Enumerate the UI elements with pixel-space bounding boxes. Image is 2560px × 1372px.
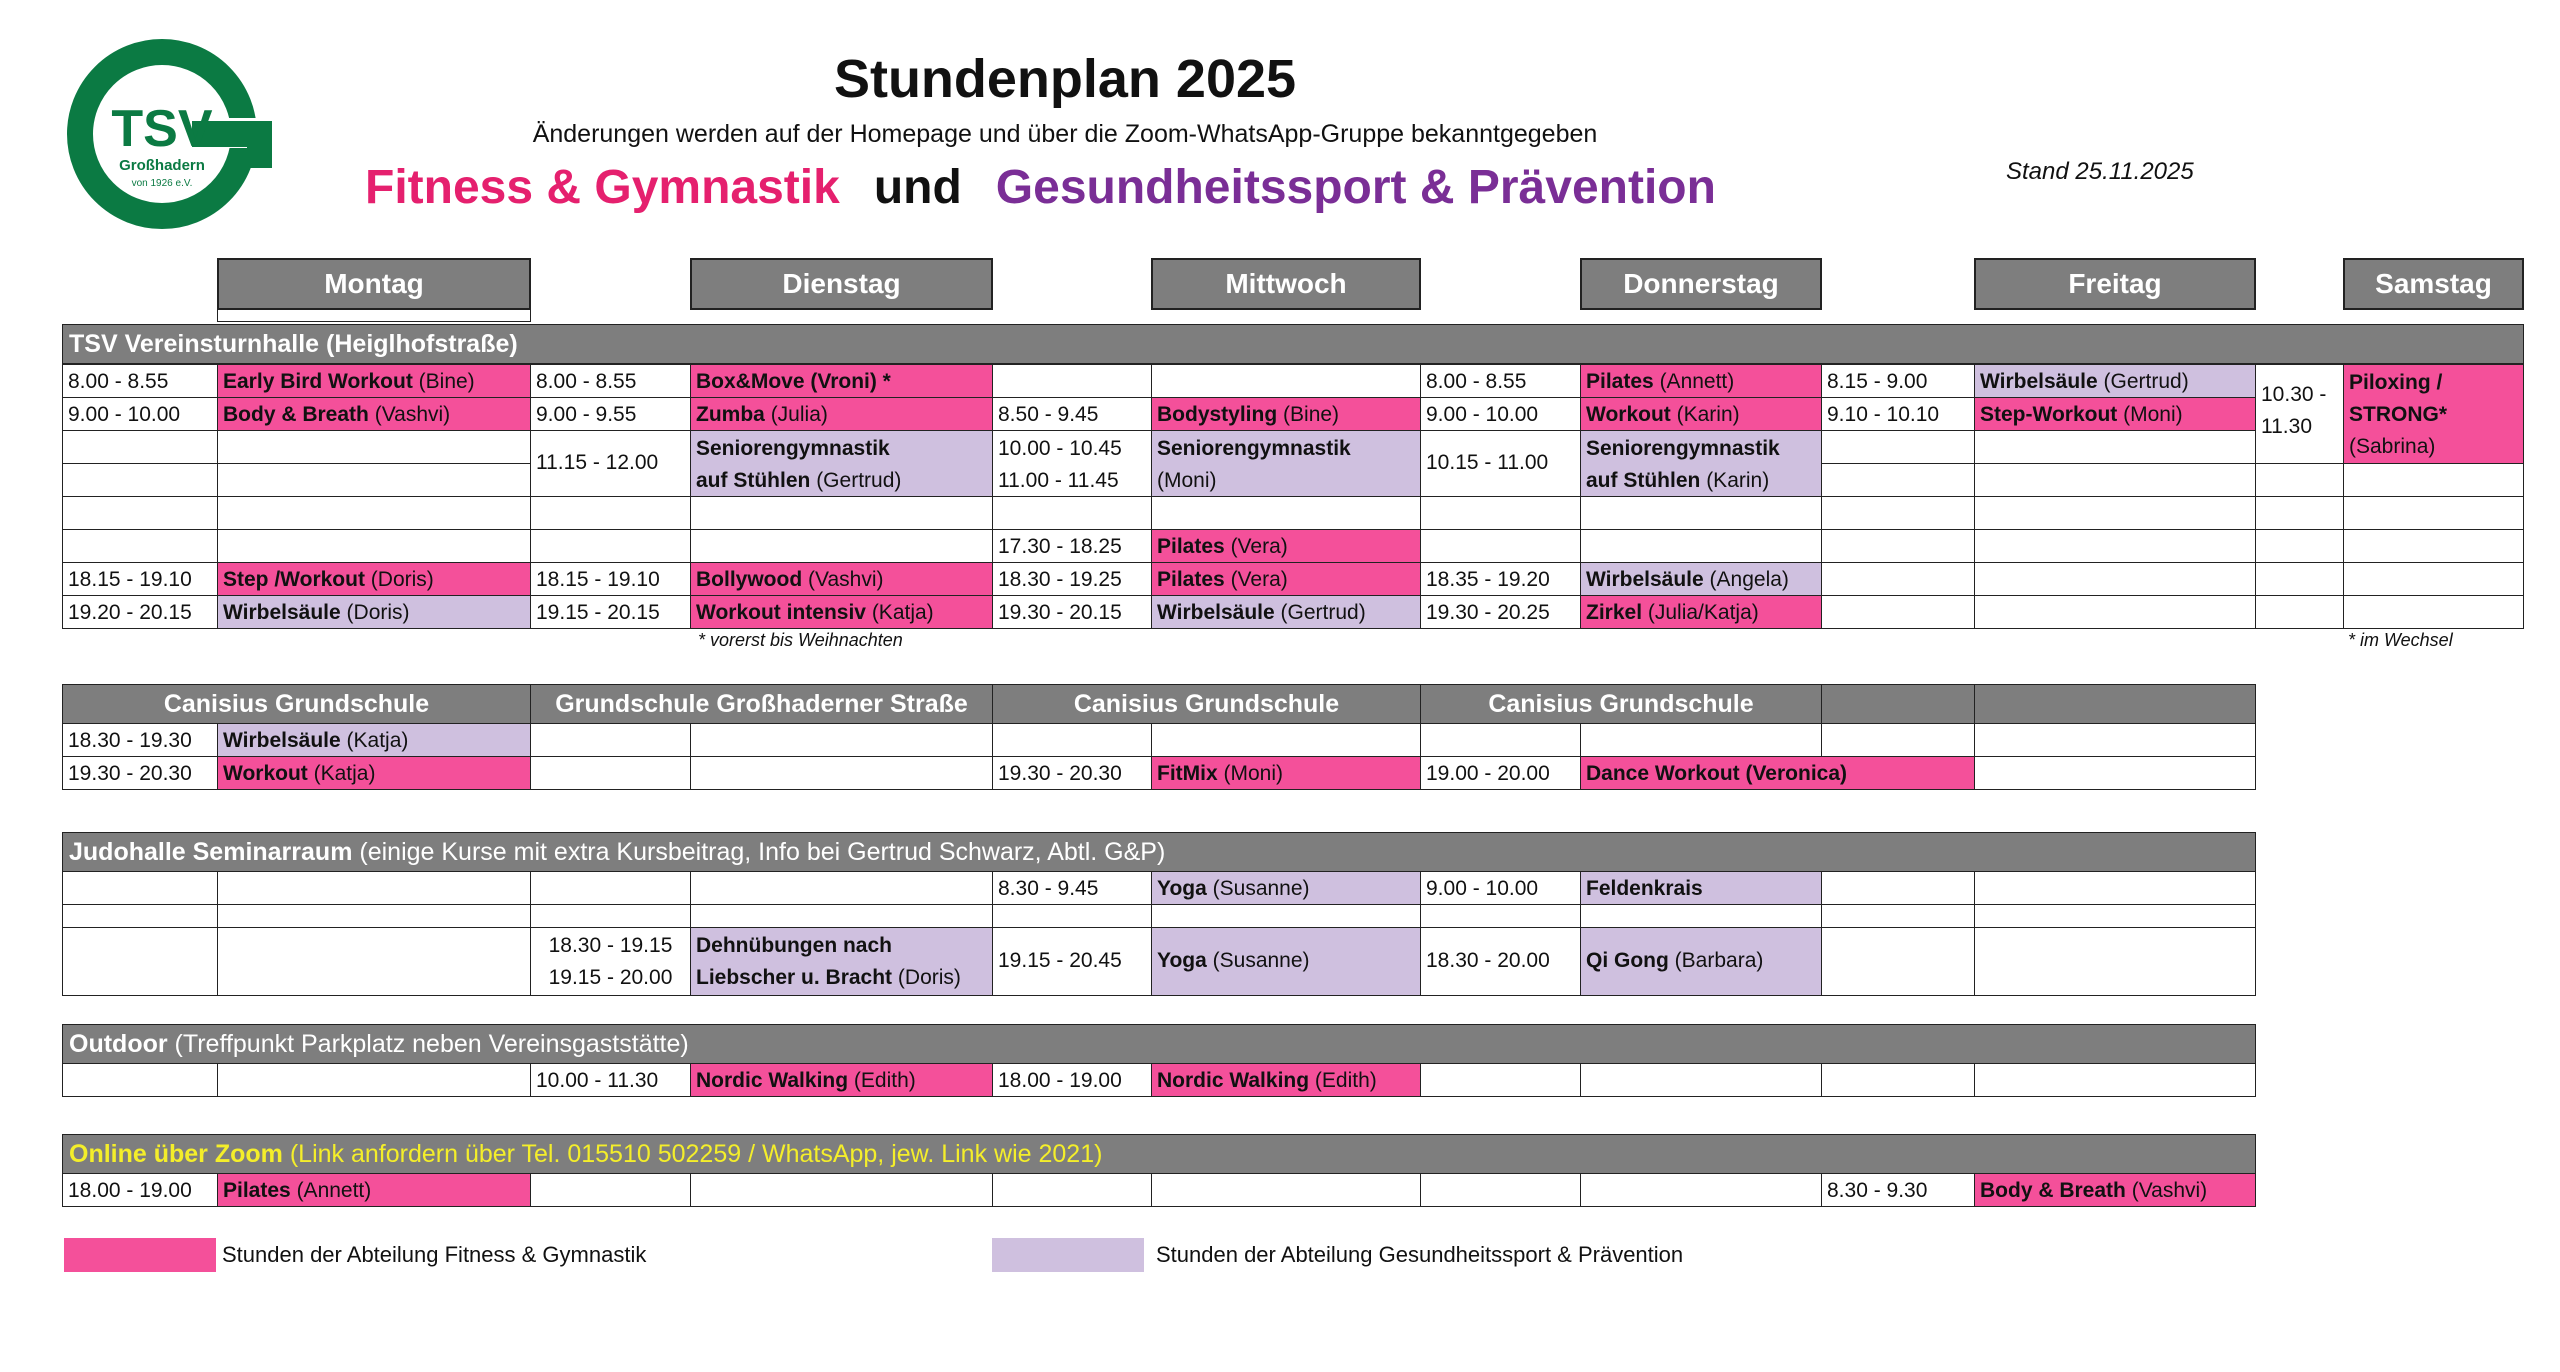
section-title: TSV Vereinsturnhalle (Heiglhofstraße): [69, 330, 518, 358]
course-cell: Bodystyling (Bine): [1151, 397, 1421, 431]
time-cell: 18.30 - 19.25: [992, 562, 1152, 596]
empty-cell: [530, 496, 691, 530]
time-cell: 10.00 - 11.30: [530, 1063, 691, 1097]
section-title: Outdoor: [69, 1030, 168, 1058]
empty-cell: [217, 496, 531, 530]
empty-cell: [690, 871, 993, 905]
course-cell: Step-Workout (Moni): [1974, 397, 2256, 431]
empty-cell: [62, 1063, 218, 1097]
empty-cell: [1151, 1173, 1421, 1207]
course-cell: Workout (Katja): [217, 756, 531, 790]
course-cell: Wirbelsäule (Gertrud): [1974, 364, 2256, 398]
day-header-samstag: Samstag: [2343, 258, 2524, 310]
empty-cell: [1974, 723, 2256, 757]
section-judohalle: [62, 832, 2256, 872]
course-cell: Dehnübungen nach Liebscher u. Bracht (Doris): [690, 927, 993, 996]
time-cell: 17.30 - 18.25: [992, 529, 1152, 563]
headline-gesundheit: Gesundheitssport & Prävention: [995, 161, 1716, 214]
empty-cell: [1580, 904, 1822, 928]
venue-header-mittwoch: Canisius Grundschule: [992, 684, 1421, 724]
course-cell: Seniorengymnastik (Moni): [1151, 430, 1421, 497]
course-cell: Feldenkrais: [1580, 871, 1822, 905]
empty-cell: [1821, 430, 1975, 464]
page-title: Stundenplan 2025: [833, 49, 1297, 109]
empty-cell: [690, 904, 993, 928]
empty-cell: [1580, 496, 1822, 530]
empty-cell: [530, 723, 691, 757]
empty-cell: [2255, 463, 2344, 497]
empty-cell: [2343, 496, 2524, 530]
day-header-stub: [217, 310, 531, 322]
logo-club-name: Großhadern: [119, 157, 205, 174]
footnote-wechsel: * im Wechsel: [2348, 630, 2453, 650]
time-cell: 18.15 - 19.10: [530, 562, 691, 596]
empty-cell: [1821, 496, 1975, 530]
time-cell: 8.00 - 8.55: [62, 364, 218, 398]
section-detail: (Treffpunkt Parkplatz neben Vereinsgaststätte): [174, 1030, 689, 1058]
time-cell: 8.50 - 9.45: [992, 397, 1152, 431]
empty-cell: [530, 756, 691, 790]
empty-cell: [217, 904, 531, 928]
section-outdoor: [62, 1024, 2256, 1064]
empty-cell: [690, 1173, 993, 1207]
time-cell: 18.30 - 19.15 19.15 - 20.00: [530, 927, 691, 996]
time-cell-samstag: 10.30 - 11.30: [2255, 364, 2344, 464]
empty-cell: [62, 430, 218, 464]
empty-cell: [1974, 1063, 2256, 1097]
empty-cell: [2343, 463, 2524, 497]
time-cell: 19.30 - 20.30: [992, 756, 1152, 790]
time-cell: 8.15 - 9.00: [1821, 364, 1975, 398]
time-cell: 11.15 - 12.00: [530, 430, 691, 497]
empty-cell: [2255, 595, 2344, 629]
headline-und: und: [873, 161, 962, 214]
empty-cell: [1151, 904, 1421, 928]
day-header-donnerstag: Donnerstag: [1580, 258, 1822, 310]
empty-cell: [1151, 496, 1421, 530]
course-cell: Yoga (Susanne): [1151, 927, 1421, 996]
empty-cell: [992, 496, 1152, 530]
course-cell: Seniorengymnastik auf Stühlen (Gertrud): [690, 430, 993, 497]
course-cell: Pilates (Vera): [1151, 529, 1421, 563]
time-cell: 8.00 - 8.55: [1420, 364, 1581, 398]
time-cell: 9.00 - 10.00: [1420, 871, 1581, 905]
empty-cell: [1821, 463, 1975, 497]
venue-header-dienstag: Grundschule Großhaderner Straße: [530, 684, 993, 724]
course-cell: Body & Breath (Vashvi): [217, 397, 531, 431]
empty-cell: [217, 430, 531, 464]
empty-cell: [690, 529, 993, 563]
empty-cell: [217, 927, 531, 996]
empty-cell: [62, 496, 218, 530]
time-cell: 19.00 - 20.00: [1420, 756, 1581, 790]
course-cell: Body & Breath (Vashvi): [1974, 1173, 2256, 1207]
empty-cell: [1821, 904, 1975, 928]
empty-cell: [1974, 496, 2256, 530]
empty-cell: [1821, 529, 1975, 563]
empty-cell: [530, 871, 691, 905]
time-cell: 19.15 - 20.15: [530, 595, 691, 629]
course-cell: Dance Workout (Veronica): [1580, 756, 1975, 790]
time-cell: 8.00 - 8.55: [530, 364, 691, 398]
time-cell: 10.15 - 11.00: [1420, 430, 1581, 497]
course-cell: Pilates (Annett): [217, 1173, 531, 1207]
empty-cell: [1974, 430, 2256, 464]
empty-cell: [2255, 496, 2344, 530]
empty-cell: [62, 529, 218, 563]
empty-cell: [2343, 529, 2524, 563]
empty-cell: [1420, 1173, 1581, 1207]
empty-cell: [1821, 871, 1975, 905]
time-cell: 9.00 - 9.55: [530, 397, 691, 431]
legend-fitness-swatch: [64, 1238, 216, 1272]
empty-cell: [1821, 927, 1975, 996]
venue-header-donnerstag: Canisius Grundschule: [1420, 684, 1822, 724]
empty-cell: [2343, 595, 2524, 629]
course-cell: Early Bird Workout (Bine): [217, 364, 531, 398]
page-subtitle: Änderungen werden auf der Homepage und über die Zoom-WhatsApp-Gruppe bekanntgegeben: [532, 120, 1598, 148]
empty-cell: [690, 496, 993, 530]
logo-founded: von 1926 e.V.: [131, 178, 193, 189]
day-header-montag: Montag: [217, 258, 531, 310]
empty-cell: [1420, 1063, 1581, 1097]
empty-cell: [217, 871, 531, 905]
course-cell: Pilates (Annett): [1580, 364, 1822, 398]
empty-cell: [2343, 562, 2524, 596]
course-cell: Seniorengymnastik auf Stühlen (Karin): [1580, 430, 1822, 497]
empty-cell: [1151, 364, 1421, 398]
empty-cell: [217, 529, 531, 563]
empty-cell: [62, 871, 218, 905]
section-detail: (Link anfordern über Tel. 015510 502259 / WhatsApp, jew. Link wie 2021): [289, 1140, 1103, 1168]
time-cell: 8.30 - 9.30: [1821, 1173, 1975, 1207]
empty-cell: [530, 529, 691, 563]
venue-header-empty: [1821, 684, 1975, 724]
section-detail: (einige Kurse mit extra Kursbeitrag, Info bei Gertrud Schwarz, Abtl. G&P): [359, 838, 1166, 866]
course-cell: Zumba (Julia): [690, 397, 993, 431]
empty-cell: [1974, 904, 2256, 928]
day-header-freitag: Freitag: [1974, 258, 2256, 310]
legend-gesundheit-label: Stunden der Abteilung Gesundheitssport & Prävention: [1156, 1242, 1684, 1267]
course-cell: Workout (Karin): [1580, 397, 1822, 431]
empty-cell: [1580, 723, 1822, 757]
empty-cell: [690, 723, 993, 757]
course-cell: Workout intensiv (Katja): [690, 595, 993, 629]
time-cell: 19.20 - 20.15: [62, 595, 218, 629]
empty-cell: [1580, 1173, 1822, 1207]
section-online: [62, 1134, 2256, 1174]
time-cell: 18.15 - 19.10: [62, 562, 218, 596]
empty-cell: [1420, 723, 1581, 757]
empty-cell: [1974, 529, 2256, 563]
empty-cell: [1420, 496, 1581, 530]
empty-cell: [1821, 562, 1975, 596]
course-cell: Qi Gong (Barbara): [1580, 927, 1822, 996]
empty-cell: [62, 927, 218, 996]
time-cell: 9.00 - 10.00: [1420, 397, 1581, 431]
empty-cell: [1580, 529, 1822, 563]
logo-initials: TSV: [111, 100, 213, 158]
department-headline: [365, 160, 1716, 215]
empty-cell: [217, 463, 531, 497]
empty-cell: [992, 1173, 1152, 1207]
legend-fitness-label: Stunden der Abteilung Fitness & Gymnastik: [222, 1242, 647, 1267]
course-cell: Step /Workout (Doris): [217, 562, 531, 596]
time-cell: 19.15 - 20.45: [992, 927, 1152, 996]
venue-header-empty: [1974, 684, 2256, 724]
time-cell: 18.30 - 20.00: [1420, 927, 1581, 996]
time-cell: 10.00 - 10.45 11.00 - 11.45: [992, 430, 1152, 497]
venue-header-montag: Canisius Grundschule: [62, 684, 531, 724]
time-cell: 18.35 - 19.20: [1420, 562, 1581, 596]
empty-cell: [62, 904, 218, 928]
course-cell-samstag: Piloxing / STRONG* (Sabrina): [2343, 364, 2524, 464]
empty-cell: [1580, 1063, 1822, 1097]
empty-cell: [2255, 562, 2344, 596]
course-cell: Box&Move (Vroni) *: [690, 364, 993, 398]
course-cell: Bollywood (Vashvi): [690, 562, 993, 596]
time-cell: 18.00 - 19.00: [992, 1063, 1152, 1097]
headline-fitness: Fitness & Gymnastik: [365, 161, 840, 214]
course-cell: Wirbelsäule (Angela): [1580, 562, 1822, 596]
course-cell: Wirbelsäule (Doris): [217, 595, 531, 629]
empty-cell: [992, 723, 1152, 757]
empty-cell: [690, 756, 993, 790]
course-cell: Wirbelsäule (Katja): [217, 723, 531, 757]
empty-cell: [1974, 595, 2256, 629]
course-cell: FitMix (Moni): [1151, 756, 1421, 790]
time-cell: 19.30 - 20.30: [62, 756, 218, 790]
course-cell: Zirkel (Julia/Katja): [1580, 595, 1822, 629]
empty-cell: [530, 1173, 691, 1207]
section-title: Judohalle Seminarraum: [69, 838, 353, 866]
empty-cell: [1974, 927, 2256, 996]
course-cell: Wirbelsäule (Gertrud): [1151, 595, 1421, 629]
empty-cell: [2255, 529, 2344, 563]
empty-cell: [1821, 1063, 1975, 1097]
time-cell: 19.30 - 20.15: [992, 595, 1152, 629]
time-cell: 19.30 - 20.25: [1420, 595, 1581, 629]
time-cell: 8.30 - 9.45: [992, 871, 1152, 905]
empty-cell: [217, 1063, 531, 1097]
empty-cell: [1974, 756, 2256, 790]
course-cell: Nordic Walking (Edith): [690, 1063, 993, 1097]
empty-cell: [992, 904, 1152, 928]
section-vereinsturnhalle: [62, 324, 2524, 364]
time-cell: 9.00 - 10.00: [62, 397, 218, 431]
time-cell: 18.30 - 19.30: [62, 723, 218, 757]
course-cell: Pilates (Vera): [1151, 562, 1421, 596]
empty-cell: [1821, 595, 1975, 629]
time-cell: 9.10 - 10.10: [1821, 397, 1975, 431]
day-header-mittwoch: Mittwoch: [1151, 258, 1421, 310]
course-cell: Yoga (Susanne): [1151, 871, 1421, 905]
stand-date: Stand 25.11.2025: [2006, 158, 2194, 185]
empty-cell: [1821, 723, 1975, 757]
footnote-vorerst: * vorerst bis Weihnachten: [698, 630, 903, 650]
empty-cell: [1974, 871, 2256, 905]
empty-cell: [992, 364, 1152, 398]
legend-gesundheit-swatch: [992, 1238, 1144, 1272]
empty-cell: [1974, 463, 2256, 497]
time-cell: 18.00 - 19.00: [62, 1173, 218, 1207]
course-cell: Nordic Walking (Edith): [1151, 1063, 1421, 1097]
empty-cell: [1420, 904, 1581, 928]
empty-cell: [1420, 529, 1581, 563]
empty-cell: [530, 904, 691, 928]
empty-cell: [1974, 562, 2256, 596]
empty-cell: [1151, 723, 1421, 757]
empty-cell: [62, 463, 218, 497]
day-header-dienstag: Dienstag: [690, 258, 993, 310]
section-title: Online über Zoom: [69, 1140, 283, 1168]
